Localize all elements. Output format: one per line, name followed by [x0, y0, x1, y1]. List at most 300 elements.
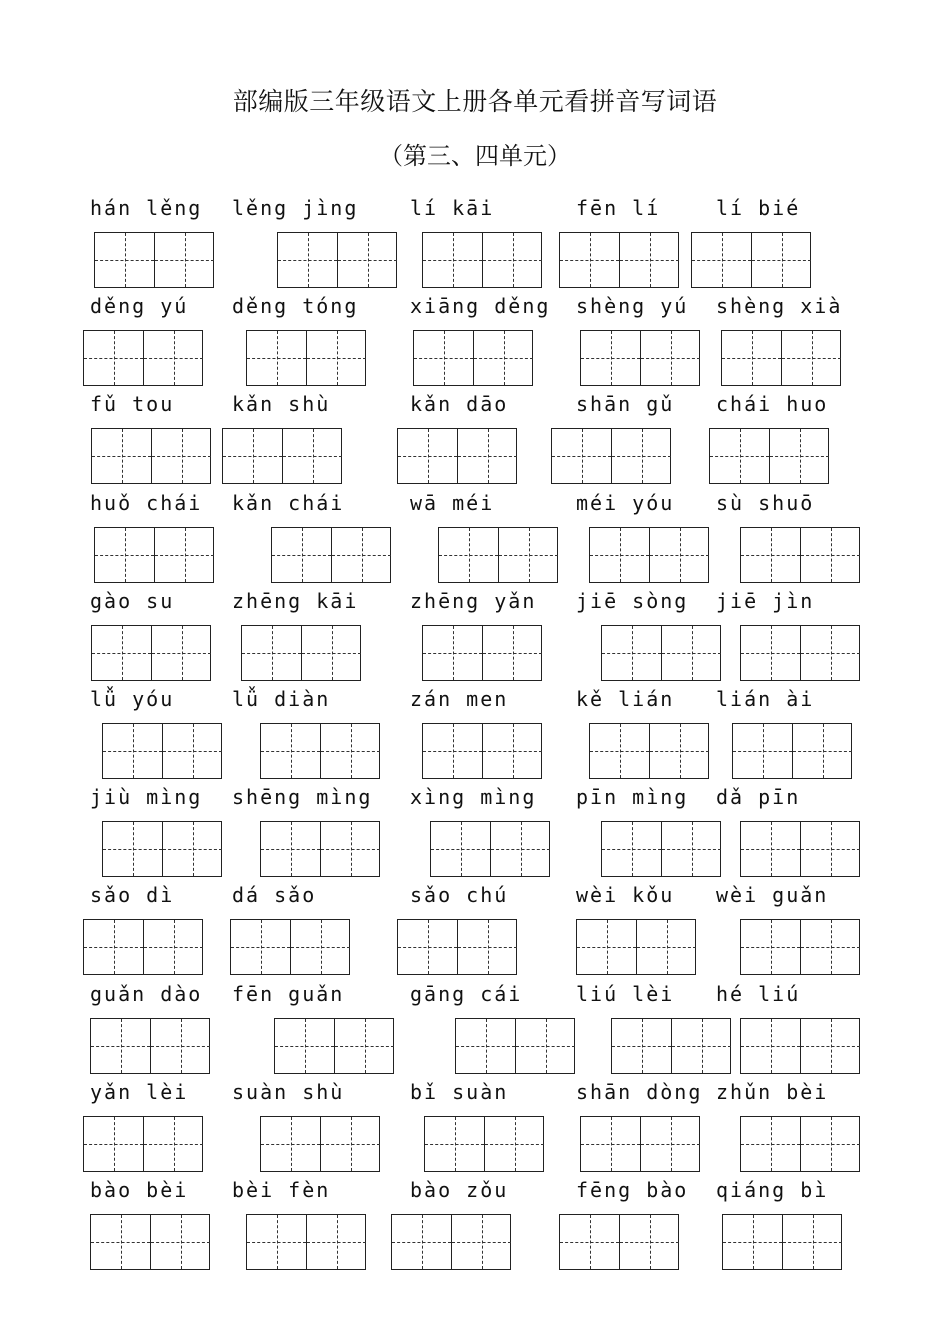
dashed-guide-horizontal: [91, 1242, 150, 1243]
tianzige-writing-box[interactable]: [732, 723, 852, 779]
character-cell[interactable]: [143, 920, 203, 974]
character-cell[interactable]: [800, 626, 860, 680]
character-cell[interactable]: [95, 233, 154, 287]
dashed-guide-horizontal: [560, 260, 619, 261]
tianzige-writing-box[interactable]: [580, 1116, 700, 1172]
character-cell[interactable]: [91, 1019, 150, 1073]
dashed-guide-horizontal: [155, 260, 214, 261]
character-cell[interactable]: [515, 1019, 575, 1073]
dashed-guide-horizontal: [620, 260, 679, 261]
character-cell[interactable]: [261, 724, 320, 778]
dashed-guide-horizontal: [423, 653, 482, 654]
dashed-guide-horizontal: [672, 1046, 731, 1047]
dashed-guide-horizontal: [452, 1242, 511, 1243]
dashed-guide-horizontal: [247, 358, 306, 359]
dashed-guide-horizontal: [577, 947, 636, 948]
character-cell[interactable]: [278, 233, 337, 287]
character-cell[interactable]: [482, 724, 542, 778]
tianzige-writing-box[interactable]: [611, 1018, 731, 1074]
dashed-guide-horizontal: [414, 358, 473, 359]
character-cell[interactable]: [741, 1019, 800, 1073]
tianzige-writing-box[interactable]: [91, 625, 211, 681]
pinyin-label: sǎo dì: [90, 883, 175, 908]
character-cell[interactable]: [800, 920, 860, 974]
character-cell[interactable]: [103, 822, 162, 876]
tianzige-writing-box[interactable]: [740, 1018, 860, 1074]
tianzige-writing-box[interactable]: [691, 232, 811, 288]
character-cell[interactable]: [671, 1019, 731, 1073]
dashed-guide-horizontal: [283, 456, 342, 457]
tianzige-writing-box[interactable]: [246, 1214, 366, 1270]
dashed-guide-horizontal: [793, 751, 852, 752]
dashed-guide-horizontal: [144, 947, 203, 948]
tianzige-writing-box[interactable]: [260, 1116, 380, 1172]
dashed-guide-horizontal: [92, 653, 151, 654]
pinyin-label: lí bié: [716, 196, 801, 220]
pinyin-label: shèng yú: [576, 294, 689, 319]
tianzige-writing-box[interactable]: [589, 527, 709, 583]
character-cell[interactable]: [636, 920, 696, 974]
dashed-guide-horizontal: [398, 456, 457, 457]
character-cell[interactable]: [769, 429, 829, 483]
dashed-guide-horizontal: [332, 555, 391, 556]
pinyin-label: hé liú: [716, 981, 801, 1006]
dashed-guide-horizontal: [431, 849, 490, 850]
pinyin-label: shēng mìng: [232, 785, 373, 810]
tianzige-writing-box[interactable]: [91, 428, 211, 484]
tianzige-writing-box[interactable]: [397, 919, 517, 975]
character-cell[interactable]: [640, 331, 700, 385]
pinyin-label: děng tóng: [232, 294, 359, 319]
tianzige-writing-box[interactable]: [277, 232, 397, 288]
tianzige-writing-box[interactable]: [397, 428, 517, 484]
character-cell[interactable]: [320, 724, 380, 778]
tianzige-writing-box[interactable]: [709, 428, 829, 484]
tianzige-writing-box[interactable]: [422, 723, 542, 779]
character-cell[interactable]: [306, 1215, 366, 1269]
dashed-guide-horizontal: [84, 1144, 143, 1145]
character-cell[interactable]: [261, 822, 320, 876]
character-cell[interactable]: [439, 528, 498, 582]
pinyin-label: gào su: [90, 588, 175, 613]
character-cell[interactable]: [337, 233, 397, 287]
character-cell[interactable]: [723, 1215, 782, 1269]
character-cell[interactable]: [143, 331, 203, 385]
tianzige-writing-box[interactable]: [90, 1214, 210, 1270]
dashed-guide-horizontal: [602, 849, 661, 850]
dashed-guide-horizontal: [338, 260, 397, 261]
tianzige-writing-box[interactable]: [83, 919, 203, 975]
tianzige-writing-box[interactable]: [83, 330, 203, 386]
character-cell[interactable]: [782, 1215, 842, 1269]
dashed-guide-horizontal: [741, 947, 800, 948]
dashed-guide-horizontal: [581, 1144, 640, 1145]
character-cell[interactable]: [151, 626, 211, 680]
dashed-guide-horizontal: [144, 358, 203, 359]
character-cell[interactable]: [95, 528, 154, 582]
dashed-guide-horizontal: [456, 1046, 515, 1047]
tianzige-writing-box[interactable]: [721, 330, 841, 386]
tianzige-writing-box[interactable]: [260, 821, 380, 877]
character-cell[interactable]: [590, 724, 649, 778]
tianzige-writing-box[interactable]: [601, 625, 721, 681]
dashed-guide-horizontal: [91, 1046, 150, 1047]
dashed-guide-horizontal: [439, 555, 498, 556]
dashed-guide-horizontal: [692, 260, 751, 261]
character-cell[interactable]: [151, 429, 211, 483]
character-cell[interactable]: [242, 626, 301, 680]
dashed-guide-horizontal: [485, 1144, 544, 1145]
dashed-guide-horizontal: [590, 555, 649, 556]
pinyin-label: guǎn dào: [90, 981, 203, 1006]
character-cell[interactable]: [334, 1019, 394, 1073]
pinyin-label: bèi fèn: [232, 1178, 331, 1202]
dashed-guide-horizontal: [398, 947, 457, 948]
tianzige-writing-box[interactable]: [455, 1018, 575, 1074]
character-cell[interactable]: [92, 429, 151, 483]
character-cell[interactable]: [661, 626, 721, 680]
dashed-guide-horizontal: [95, 260, 154, 261]
tianzige-writing-box[interactable]: [559, 1214, 679, 1270]
tianzige-writing-box[interactable]: [430, 821, 550, 877]
tianzige-writing-box[interactable]: [94, 527, 214, 583]
dashed-guide-horizontal: [152, 456, 211, 457]
tianzige-writing-box[interactable]: [580, 330, 700, 386]
dashed-guide-horizontal: [321, 751, 380, 752]
dashed-guide-horizontal: [662, 849, 721, 850]
pinyin-label: jiē jìn: [716, 588, 815, 613]
tianzige-writing-box[interactable]: [102, 723, 222, 779]
pinyin-label: zhǔn bèi: [716, 1079, 829, 1104]
character-cell[interactable]: [800, 1019, 860, 1073]
character-cell[interactable]: [247, 1215, 306, 1269]
character-cell[interactable]: [581, 331, 640, 385]
character-cell[interactable]: [590, 528, 649, 582]
tianzige-writing-box[interactable]: [260, 723, 380, 779]
character-cell[interactable]: [751, 233, 811, 287]
dashed-guide-horizontal: [392, 1242, 451, 1243]
character-cell[interactable]: [431, 822, 490, 876]
character-cell[interactable]: [619, 233, 679, 287]
dashed-guide-horizontal: [483, 653, 542, 654]
character-cell[interactable]: [275, 1019, 334, 1073]
character-cell[interactable]: [231, 920, 290, 974]
dashed-guide-horizontal: [741, 555, 800, 556]
pinyin-label: kǎn dāo: [410, 392, 509, 417]
pinyin-label: bào bèi: [90, 1178, 189, 1202]
character-cell[interactable]: [484, 1117, 544, 1171]
character-cell[interactable]: [741, 626, 800, 680]
pinyin-label: shān gǔ: [576, 392, 675, 417]
tianzige-writing-box[interactable]: [83, 1116, 203, 1172]
character-cell[interactable]: [456, 1019, 515, 1073]
dashed-guide-horizontal: [307, 1242, 366, 1243]
character-cell[interactable]: [577, 920, 636, 974]
dashed-guide-horizontal: [733, 751, 792, 752]
character-cell[interactable]: [649, 724, 709, 778]
tianzige-writing-box[interactable]: [422, 625, 542, 681]
tianzige-writing-box[interactable]: [740, 1116, 860, 1172]
dashed-guide-horizontal: [291, 947, 350, 948]
character-cell[interactable]: [482, 626, 542, 680]
dashed-guide-horizontal: [423, 751, 482, 752]
dashed-guide-horizontal: [163, 849, 222, 850]
tianzige-writing-box[interactable]: [424, 1116, 544, 1172]
character-cell[interactable]: [223, 429, 282, 483]
character-cell[interactable]: [741, 1117, 800, 1171]
character-cell[interactable]: [247, 331, 306, 385]
pinyin-label: lǚ diàn: [232, 687, 331, 711]
character-cell[interactable]: [741, 528, 800, 582]
character-cell[interactable]: [710, 429, 769, 483]
character-cell[interactable]: [800, 1117, 860, 1171]
dashed-guide-horizontal: [612, 1046, 671, 1047]
pinyin-label: huǒ chái: [90, 490, 203, 515]
tianzige-writing-box[interactable]: [722, 1214, 842, 1270]
pinyin-label: yǎn lèi: [90, 1079, 189, 1104]
dashed-guide-horizontal: [151, 1046, 210, 1047]
pinyin-label: shān dòng: [576, 1079, 703, 1104]
pinyin-label: jiù mìng: [90, 785, 203, 810]
pinyin-label: fēng bào: [576, 1178, 689, 1202]
dashed-guide-horizontal: [272, 555, 331, 556]
pinyin-label: pīn mìng: [576, 785, 689, 810]
pinyin-label: jiē sòng: [576, 588, 689, 613]
tianzige-writing-box[interactable]: [740, 527, 860, 583]
pinyin-label: qiáng bì: [716, 1178, 829, 1202]
dashed-guide-horizontal: [261, 849, 320, 850]
character-cell[interactable]: [498, 528, 558, 582]
tianzige-writing-box[interactable]: [271, 527, 391, 583]
pinyin-label: lián ài: [716, 687, 815, 711]
character-cell[interactable]: [103, 724, 162, 778]
dashed-guide-horizontal: [770, 456, 829, 457]
character-cell[interactable]: [423, 724, 482, 778]
tianzige-writing-box[interactable]: [740, 919, 860, 975]
dashed-guide-horizontal: [752, 260, 811, 261]
character-cell[interactable]: [781, 331, 841, 385]
tianzige-writing-box[interactable]: [740, 625, 860, 681]
character-cell[interactable]: [84, 331, 143, 385]
character-cell[interactable]: [482, 233, 542, 287]
character-cell[interactable]: [581, 1117, 640, 1171]
character-cell[interactable]: [150, 1215, 210, 1269]
character-cell[interactable]: [649, 528, 709, 582]
character-cell[interactable]: [398, 920, 457, 974]
tianzige-writing-box[interactable]: [576, 919, 696, 975]
character-cell[interactable]: [398, 429, 457, 483]
tianzige-writing-box[interactable]: [102, 821, 222, 877]
dashed-guide-horizontal: [641, 1144, 700, 1145]
character-cell[interactable]: [602, 626, 661, 680]
character-cell[interactable]: [792, 724, 852, 778]
pinyin-label: sǎo chú: [410, 883, 509, 908]
character-cell[interactable]: [301, 626, 361, 680]
worksheet-title: 部编版三年级语文上册各单元看拼音写词语: [232, 87, 718, 116]
pinyin-label: lěng jìng: [232, 196, 359, 220]
pinyin-label: zán men: [410, 687, 509, 711]
character-cell[interactable]: [612, 1019, 671, 1073]
character-cell[interactable]: [143, 1117, 203, 1171]
dashed-guide-horizontal: [581, 358, 640, 359]
character-cell[interactable]: [306, 331, 366, 385]
dashed-guide-horizontal: [641, 358, 700, 359]
dashed-guide-horizontal: [483, 751, 542, 752]
character-cell[interactable]: [800, 822, 860, 876]
dashed-guide-horizontal: [801, 1046, 860, 1047]
dashed-guide-horizontal: [84, 358, 143, 359]
character-cell[interactable]: [722, 331, 781, 385]
pinyin-label: chái huo: [716, 392, 829, 417]
character-cell[interactable]: [560, 1215, 619, 1269]
character-cell[interactable]: [661, 822, 721, 876]
dashed-guide-horizontal: [741, 1046, 800, 1047]
character-cell[interactable]: [154, 233, 214, 287]
dashed-guide-horizontal: [275, 1046, 334, 1047]
character-cell[interactable]: [423, 626, 482, 680]
character-cell[interactable]: [320, 1117, 380, 1171]
dashed-guide-horizontal: [231, 947, 290, 948]
character-cell[interactable]: [733, 724, 792, 778]
dashed-guide-horizontal: [103, 751, 162, 752]
dashed-guide-horizontal: [321, 1144, 380, 1145]
character-cell[interactable]: [640, 1117, 700, 1171]
pinyin-label: kǎn shù: [232, 392, 331, 417]
dashed-guide-horizontal: [247, 1242, 306, 1243]
tianzige-writing-box[interactable]: [438, 527, 558, 583]
dashed-guide-horizontal: [590, 751, 649, 752]
tianzige-writing-box[interactable]: [601, 821, 721, 877]
character-cell[interactable]: [320, 822, 380, 876]
dashed-guide-horizontal: [474, 358, 533, 359]
worksheet-subtitle: （第三、四单元）: [379, 142, 571, 170]
character-cell[interactable]: [602, 822, 661, 876]
tianzige-writing-box[interactable]: [90, 1018, 210, 1074]
dashed-guide-horizontal: [516, 1046, 575, 1047]
dashed-guide-horizontal: [741, 849, 800, 850]
character-cell[interactable]: [162, 822, 222, 876]
dashed-guide-horizontal: [278, 260, 337, 261]
character-cell[interactable]: [425, 1117, 484, 1171]
character-cell[interactable]: [84, 1117, 143, 1171]
dashed-guide-horizontal: [801, 947, 860, 948]
dashed-guide-horizontal: [741, 653, 800, 654]
character-cell[interactable]: [692, 233, 751, 287]
dashed-guide-horizontal: [425, 1144, 484, 1145]
dashed-guide-horizontal: [782, 358, 841, 359]
character-cell[interactable]: [392, 1215, 451, 1269]
tianzige-writing-box[interactable]: [589, 723, 709, 779]
character-cell[interactable]: [457, 429, 517, 483]
tianzige-writing-box[interactable]: [413, 330, 533, 386]
character-cell[interactable]: [414, 331, 473, 385]
character-cell[interactable]: [451, 1215, 511, 1269]
pinyin-label: shèng xià: [716, 294, 843, 319]
dashed-guide-horizontal: [92, 456, 151, 457]
character-cell[interactable]: [741, 920, 800, 974]
pinyin-label: kǎn chái: [232, 490, 345, 515]
dashed-guide-horizontal: [620, 1242, 679, 1243]
dashed-guide-horizontal: [223, 456, 282, 457]
character-cell[interactable]: [619, 1215, 679, 1269]
tianzige-writing-box[interactable]: [222, 428, 342, 484]
pinyin-label: dá sǎo: [232, 883, 317, 908]
character-cell[interactable]: [154, 528, 214, 582]
dashed-guide-horizontal: [321, 849, 380, 850]
pinyin-label: děng yú: [90, 294, 189, 319]
tianzige-writing-box[interactable]: [559, 232, 679, 288]
dashed-guide-horizontal: [710, 456, 769, 457]
character-cell[interactable]: [282, 429, 342, 483]
dashed-guide-horizontal: [458, 456, 517, 457]
character-cell[interactable]: [150, 1019, 210, 1073]
character-cell[interactable]: [91, 1215, 150, 1269]
dashed-guide-horizontal: [483, 260, 542, 261]
dashed-guide-horizontal: [302, 653, 361, 654]
dashed-guide-horizontal: [560, 1242, 619, 1243]
character-cell[interactable]: [290, 920, 350, 974]
dashed-guide-horizontal: [151, 1242, 210, 1243]
character-cell[interactable]: [92, 626, 151, 680]
dashed-guide-horizontal: [144, 1144, 203, 1145]
dashed-guide-horizontal: [95, 555, 154, 556]
character-cell[interactable]: [552, 429, 611, 483]
pinyin-label: kě lián: [576, 687, 675, 711]
pinyin-label: zhēng yǎn: [410, 588, 537, 613]
pinyin-label: fǔ tou: [90, 392, 175, 417]
pinyin-label: wā méi: [410, 490, 495, 515]
tianzige-writing-box[interactable]: [230, 919, 350, 975]
dashed-guide-horizontal: [801, 1144, 860, 1145]
pinyin-label: lí kāi: [410, 196, 495, 220]
tianzige-writing-box[interactable]: [274, 1018, 394, 1074]
character-cell[interactable]: [490, 822, 550, 876]
tianzige-writing-box[interactable]: [740, 821, 860, 877]
tianzige-writing-box[interactable]: [241, 625, 361, 681]
character-cell[interactable]: [611, 429, 671, 483]
character-cell[interactable]: [800, 528, 860, 582]
character-cell[interactable]: [84, 920, 143, 974]
character-cell[interactable]: [261, 1117, 320, 1171]
dashed-guide-horizontal: [612, 456, 671, 457]
character-cell[interactable]: [272, 528, 331, 582]
pinyin-label: xìng mìng: [410, 785, 537, 810]
dashed-guide-horizontal: [261, 1144, 320, 1145]
tianzige-writing-box[interactable]: [391, 1214, 511, 1270]
tianzige-writing-box[interactable]: [94, 232, 214, 288]
dashed-guide-horizontal: [801, 555, 860, 556]
character-cell[interactable]: [331, 528, 391, 582]
tianzige-writing-box[interactable]: [246, 330, 366, 386]
character-cell[interactable]: [473, 331, 533, 385]
character-cell[interactable]: [457, 920, 517, 974]
character-cell[interactable]: [741, 822, 800, 876]
tianzige-writing-box[interactable]: [551, 428, 671, 484]
tianzige-writing-box[interactable]: [422, 232, 542, 288]
dashed-guide-horizontal: [499, 555, 558, 556]
pinyin-label: zhēng kāi: [232, 588, 359, 613]
character-cell[interactable]: [423, 233, 482, 287]
dashed-guide-horizontal: [84, 947, 143, 948]
dashed-guide-horizontal: [152, 653, 211, 654]
pinyin-label: lǚ yóu: [90, 687, 175, 711]
dashed-guide-horizontal: [242, 653, 301, 654]
dashed-guide-horizontal: [650, 555, 709, 556]
dashed-guide-horizontal: [722, 358, 781, 359]
character-cell[interactable]: [162, 724, 222, 778]
character-cell[interactable]: [560, 233, 619, 287]
dashed-guide-horizontal: [602, 653, 661, 654]
